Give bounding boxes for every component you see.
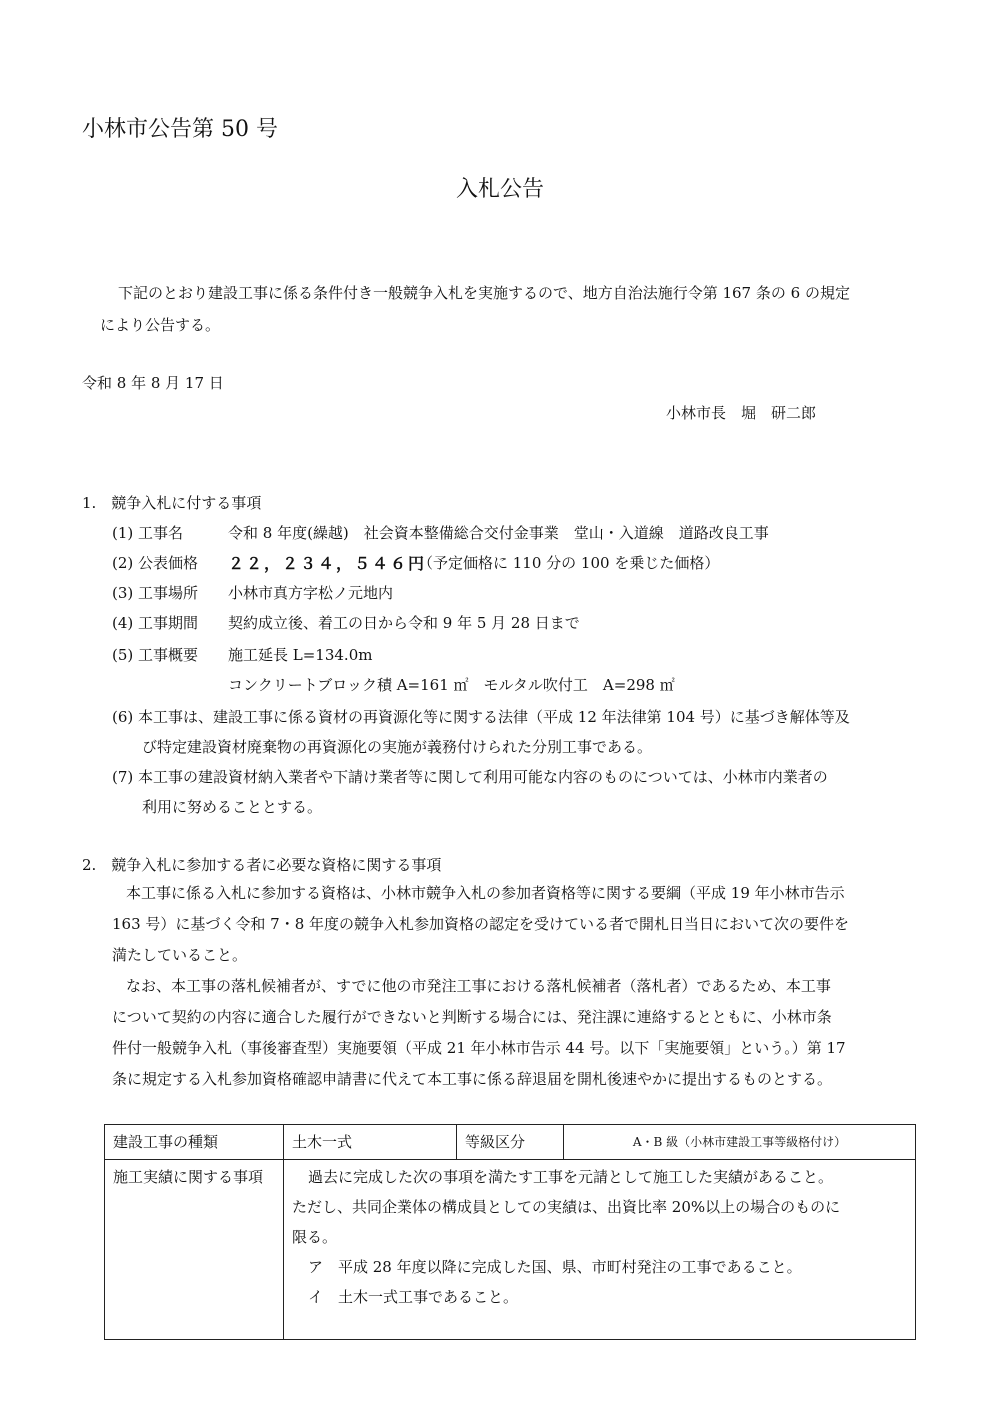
document-title: 入札公告	[455, 177, 544, 202]
table-row	[105, 1160, 916, 1340]
item3-label: (3) 工事場所	[112, 584, 199, 602]
section2-para1-line-1: 本工事に係る入札に参加する資格は、小林市競争入札の参加者資格等に関する要綱（平成 19 年小林市告示	[126, 884, 845, 902]
record-label-cell: 施工実績に関する事項	[105, 1160, 284, 1340]
section1-heading: 1. 競争入札に付する事項	[82, 494, 262, 512]
item7-line-1: (7) 本工事の建設資材納入業者や下請け業者等に関して利用可能な内容のものについては、小林市内業者の	[112, 768, 828, 786]
item6-line-1: (6) 本工事は、建設工事に係る資材の再資源化等に関する法律（平成 12 年法律第 104 号）に基づき解体等及	[112, 708, 850, 726]
record-line-1: 過去に完成した次の事項を満たす工事を元請として施工した実績があること。	[308, 1168, 834, 1186]
record-line-2: ただし、共同企業体の構成員としての実績は、出資比率 20%以上の場合のものに	[292, 1198, 841, 1216]
grade-value-cell: A・B 級（小林市建設工事等級格付け）	[564, 1125, 916, 1160]
item1-value: 令和 8 年度(繰越) 社会資本整備総合交付金事業 堂山・入道線 道路改良工事	[228, 524, 769, 542]
item7-line-2: 利用に努めることとする。	[142, 798, 323, 816]
table-row	[105, 1125, 916, 1160]
item3-value: 小林市真方字松ノ元地内	[228, 584, 394, 602]
item6-line-2: び特定建設資材廃棄物の再資源化の実施が義務付けられた分別工事である。	[142, 738, 653, 756]
item2-label: (2) 公表価格	[112, 554, 199, 572]
type-label-cell: 建設工事の種類	[105, 1125, 284, 1160]
record-value-cell	[284, 1160, 916, 1340]
section2-para2-line-3: 件付一般競争入札（事後審査型）実施要領（平成 21 年小林市告示 44 号。以下「実施要領」という。）第 17	[112, 1039, 846, 1057]
record-line-5: イ 土木一式工事であること。	[308, 1288, 519, 1306]
notice-number: 小林市公告第 50 号	[82, 117, 278, 142]
item5-value: 施工延長 L=134.0m	[228, 646, 373, 664]
item5-value-2: コンクリートブロック積 A=161 ㎡ モルタル吹付工 A=298 ㎡	[228, 676, 675, 694]
item4-label: (4) 工事期間	[112, 614, 199, 632]
section2-para2-line-2: について契約の内容に適合した履行ができないと判断する場合には、発注課に連絡するとともに、小林市条	[112, 1008, 832, 1026]
record-line-4: ア 平成 28 年度以降に完成した国、県、市町村発注の工事であること。	[308, 1258, 802, 1276]
section2-para1-line-3: 満たしていること。	[112, 946, 248, 964]
item5-label: (5) 工事概要	[112, 646, 199, 664]
notice-date: 令和 8 年 8 月 17 日	[82, 374, 224, 392]
section2-para2-line-1: なお、本工事の落札候補者が、すでに他の市発注工事における落札候補者（落札者）であるため、本工事	[126, 977, 831, 995]
intro-line-2: により公告する。	[100, 316, 221, 334]
record-line-3: 限る。	[292, 1228, 338, 1246]
item1-label: (1) 工事名	[112, 524, 184, 542]
signature: 小林市長 堀 研二郎	[666, 404, 817, 422]
grade-label-cell: 等級区分	[457, 1125, 564, 1160]
section2-para1-line-2: 163 号）に基づく令和 7・8 年度の競争入札参加資格の認定を受けている者で開札日当日において次の要件を	[112, 915, 850, 933]
intro-line-1: 下記のとおり建設工事に係る条件付き一般競争入札を実施するので、地方自治法施行令第 167 条の 6 の規定	[118, 284, 850, 302]
price-note: （予定価格に 110 分の 100 を乗じた価格）	[418, 554, 720, 572]
published-price: ２２，２３４，５４６円	[228, 554, 427, 573]
section2-para2-line-4: 条に規定する入札参加資格確認申請書に代えて本工事に係る辞退届を開札後速やかに提出するものとする。	[112, 1070, 833, 1088]
type-value-cell: 土木一式	[284, 1125, 457, 1160]
section2-heading: 2. 競争入札に参加する者に必要な資格に関する事項	[82, 856, 442, 874]
qualification-table	[104, 1124, 916, 1340]
item4-value: 契約成立後、着工の日から令和 9 年 5 月 28 日まで	[228, 614, 580, 632]
